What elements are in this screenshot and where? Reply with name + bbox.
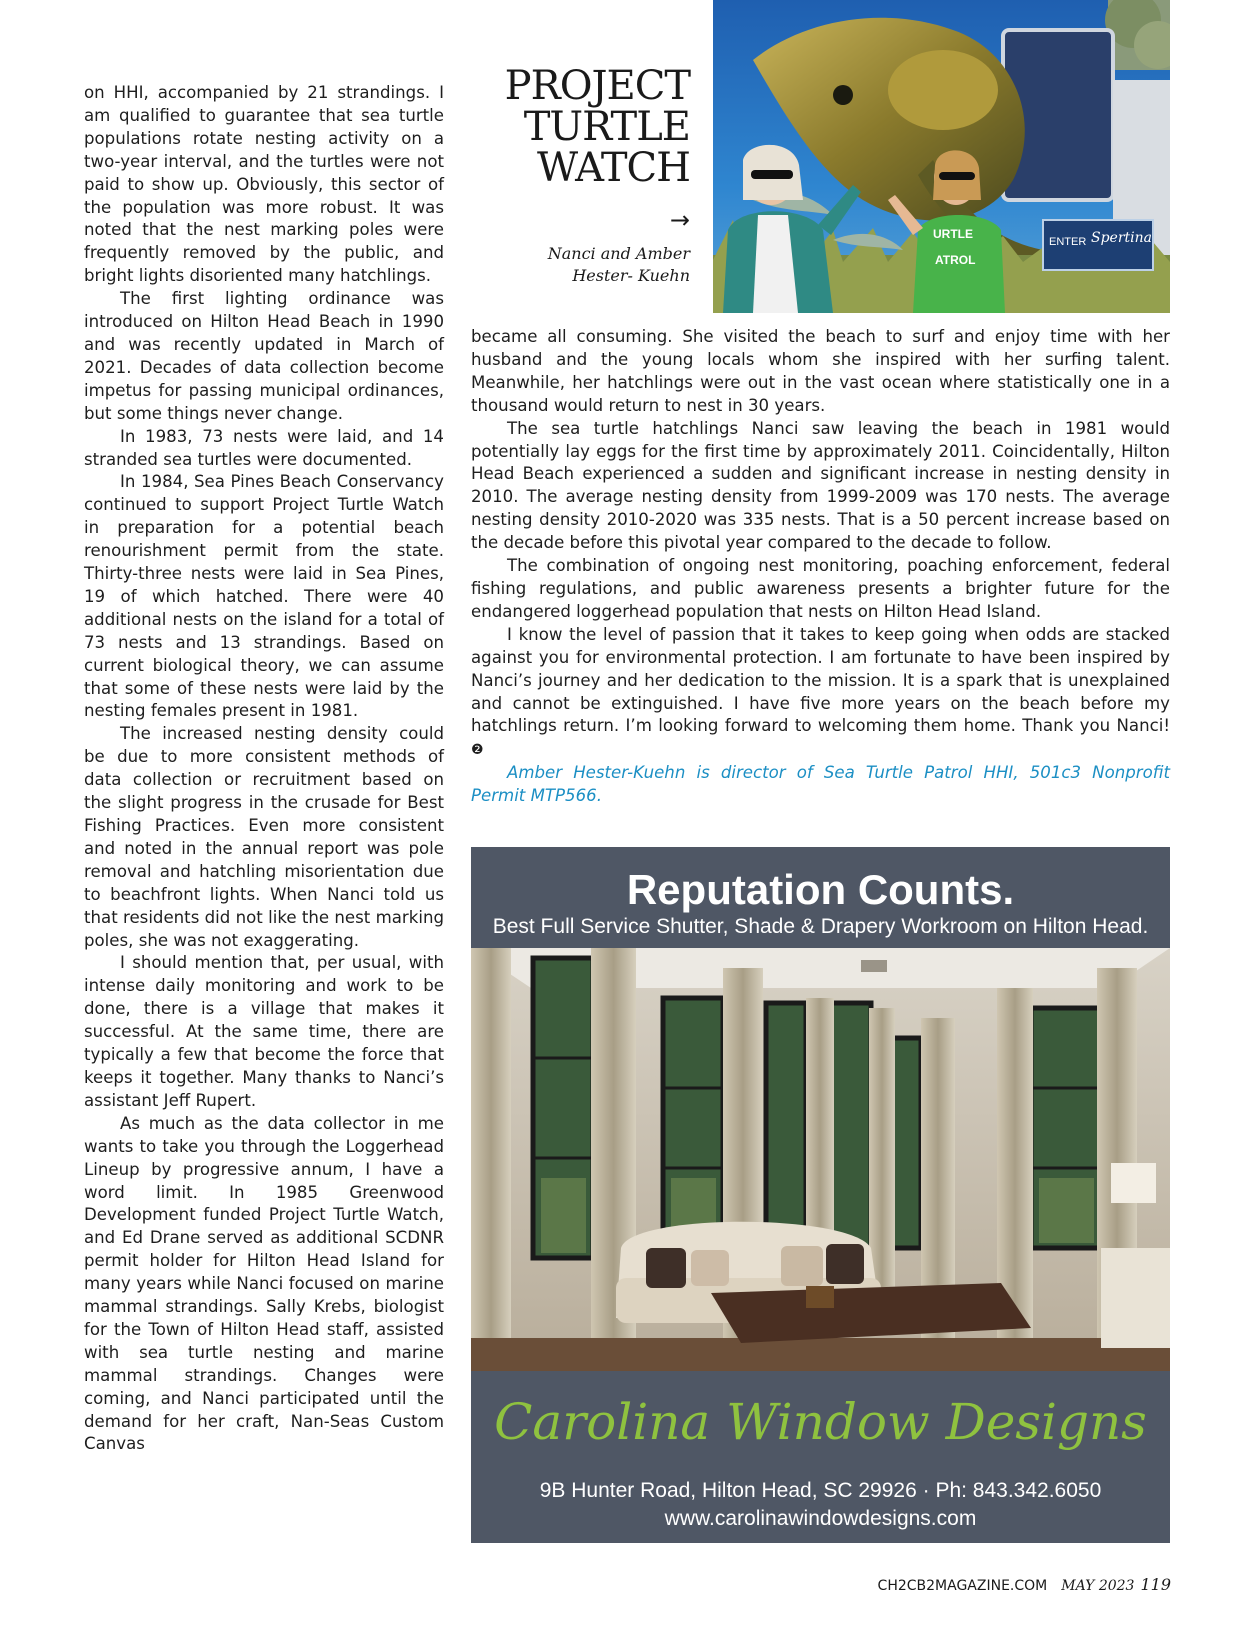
title-line-3: WATCH <box>537 145 690 191</box>
right-paragraph-3: The combination of ongoing nest monitoring, poaching enforcement, federal fishing regulations, and public awareness presents a brighter future for the endangered loggerhead population that nests on Hilton Head Island. <box>471 556 1170 621</box>
caption-line-2: Hester- Kuehn <box>572 266 690 285</box>
left-paragraph-1: on HHI, accompanied by 21 strandings. I am qualified to guarantee that sea turtle populations rotate nesting activity on a two-year interval, and the turtles were not paid to show up. Obviously, this sector of the population was more robust. It was noted that the nest marking poles were frequently removed by the public, and bright lights disoriented many hatchlings. <box>84 83 444 286</box>
right-text-column <box>471 326 1170 808</box>
left-paragraph-5: The increased nesting density could be due to more consistent methods of data collection or recruitment based on the slight progress in the crusade for Best Fishing Practices. Even more consistent and noted in the annual report was pole removal and hatchling misorientation due to beachfront lights. When Nanci told us that residents did not like the nest marking poles, she was not exaggerating. <box>84 724 444 950</box>
footer-date: MAY 2023 <box>1061 1578 1135 1594</box>
page-footer <box>878 1575 1171 1594</box>
ad-brand-logo: Carolina Window Designs <box>494 1393 1147 1451</box>
title-line-2: TURTLE <box>523 104 690 150</box>
left-paragraph-4: In 1984, Sea Pines Beach Conservancy continued to support Project Turtle Watch in preparation for a potential beach renourishment permit from the state. Thirty-three nests were laid in Sea Pines, 19 of which hatched. There were 40 additional nests on the island for a total of 73 nests and 13 strandings. Based on current biological theory, we can assume that some of these nests were laid by the nesting females present in 1981. <box>84 472 444 721</box>
ad-headline: Reputation Counts. <box>626 866 1015 913</box>
turtle-trailer-illustration <box>713 0 1170 313</box>
left-paragraph-6: I should mention that, per usual, with intense daily monitoring and work to be done, there is a village that makes it successful. At the same time, there are typically a few that become the force that keeps it together. Many thanks to Nanci’s assistant Jeff Rupert. <box>84 953 444 1110</box>
caption-arrow-icon: → <box>669 206 690 234</box>
ad-address: 9B Hunter Road, Hilton Head, SC 29926 · Ph: 843.342.6050 <box>539 1479 1102 1502</box>
shirt-text-line-2: ATROL <box>935 253 976 267</box>
left-paragraph-2: The first lighting ordinance was introduced on Hilton Head Beach in 1990 and was recently updated in March of 2021. Decades of data collection become impetus for passing municipal ordinances, but some things never change. <box>84 289 444 423</box>
page-number: 119 <box>1140 1575 1171 1594</box>
turtle-trailer-photo <box>713 0 1170 313</box>
right-paragraph-1: became all consuming. She visited the beach to surf and enjoy time with her husband and the young locals whom she inspired with her surfing talent. Meanwhile, her hatchlings were out in the vast ocean where statistically one in a thousand would return to nest in 30 years. <box>471 327 1170 415</box>
footer-site[interactable]: CH2CB2MAGAZINE.COM <box>877 1578 1048 1594</box>
caption-line-1: Nanci and Amber <box>547 244 690 263</box>
left-paragraph-7: As much as the data collector in me wants to take you through the Loggerhead Lineup by progressive annum, I have a word limit. In 1985 Greenwood Development funded Project Turtle Watch, and Ed Drane served as additional SCDNR permit holder for Hilton Head Island for many years while Nanci focused on marine mammal strandings. Sally Krebs, biologist for the Town of Hilton Head staff, assisted with sea turtle nesting and marine mammal strandings. Changes were coming, and Nanci participated until the demand for her craft, Nan-Seas Custom Canvas <box>84 1113 444 1454</box>
ad-subhead: Best Full Service Shutter, Shade & Drapery Workroom on Hilton Head. <box>492 915 1149 938</box>
end-mark-icon: ❷ <box>471 742 484 759</box>
article-title <box>500 63 690 191</box>
shirt-text-line-1: URTLE <box>933 227 973 241</box>
right-paragraph-2: The sea turtle hatchlings Nanci saw leaving the beach in 1981 would potentially lay eggs for the first time by approximately 2011. Coincidentally, Hilton Head Beach experienced a sudden and significant increase in nesting density in 2010. The average nesting density from 1999-2009 was 170 nests. The average nesting density 2010-2020 was 335 nests. That is a 50 percent increase based on the decade before this pivotal year compared to the decade to follow. <box>471 418 1170 553</box>
closing-text: I know the level of passion that it takes to keep going when odds are stacked against you for environmental protection. I am fortunate to have been inspired by Nanci’s journey and her dedication to the mission. It is a spark that is unexplained and cannot be extinguished. I have five more years on the beach before my hatchlings return. I’m looking forward to welcoming them home. Thank you Nanci! <box>471 624 1170 736</box>
carolina-window-designs-ad <box>471 847 1170 1543</box>
left-text-column <box>84 82 444 1456</box>
living-room-photo <box>471 948 1170 1371</box>
left-paragraph-3: In 1983, 73 nests were laid, and 14 stranded sea turtles were documented. <box>84 426 444 469</box>
ad-website-link[interactable]: www.carolinawindowdesigns.com <box>664 1507 977 1530</box>
title-line-1: PROJECT <box>504 63 690 109</box>
right-paragraph-4 <box>471 624 1170 762</box>
photo-caption <box>520 243 690 287</box>
trailer-text-brand: Spertina <box>1091 230 1152 246</box>
trailer-text-center: ENTER <box>1049 236 1087 248</box>
author-credit: Amber Hester-Kuehn is director of Sea Turtle Patrol HHI, 501c3 Nonprofit Permit MTP566. <box>471 763 1170 806</box>
